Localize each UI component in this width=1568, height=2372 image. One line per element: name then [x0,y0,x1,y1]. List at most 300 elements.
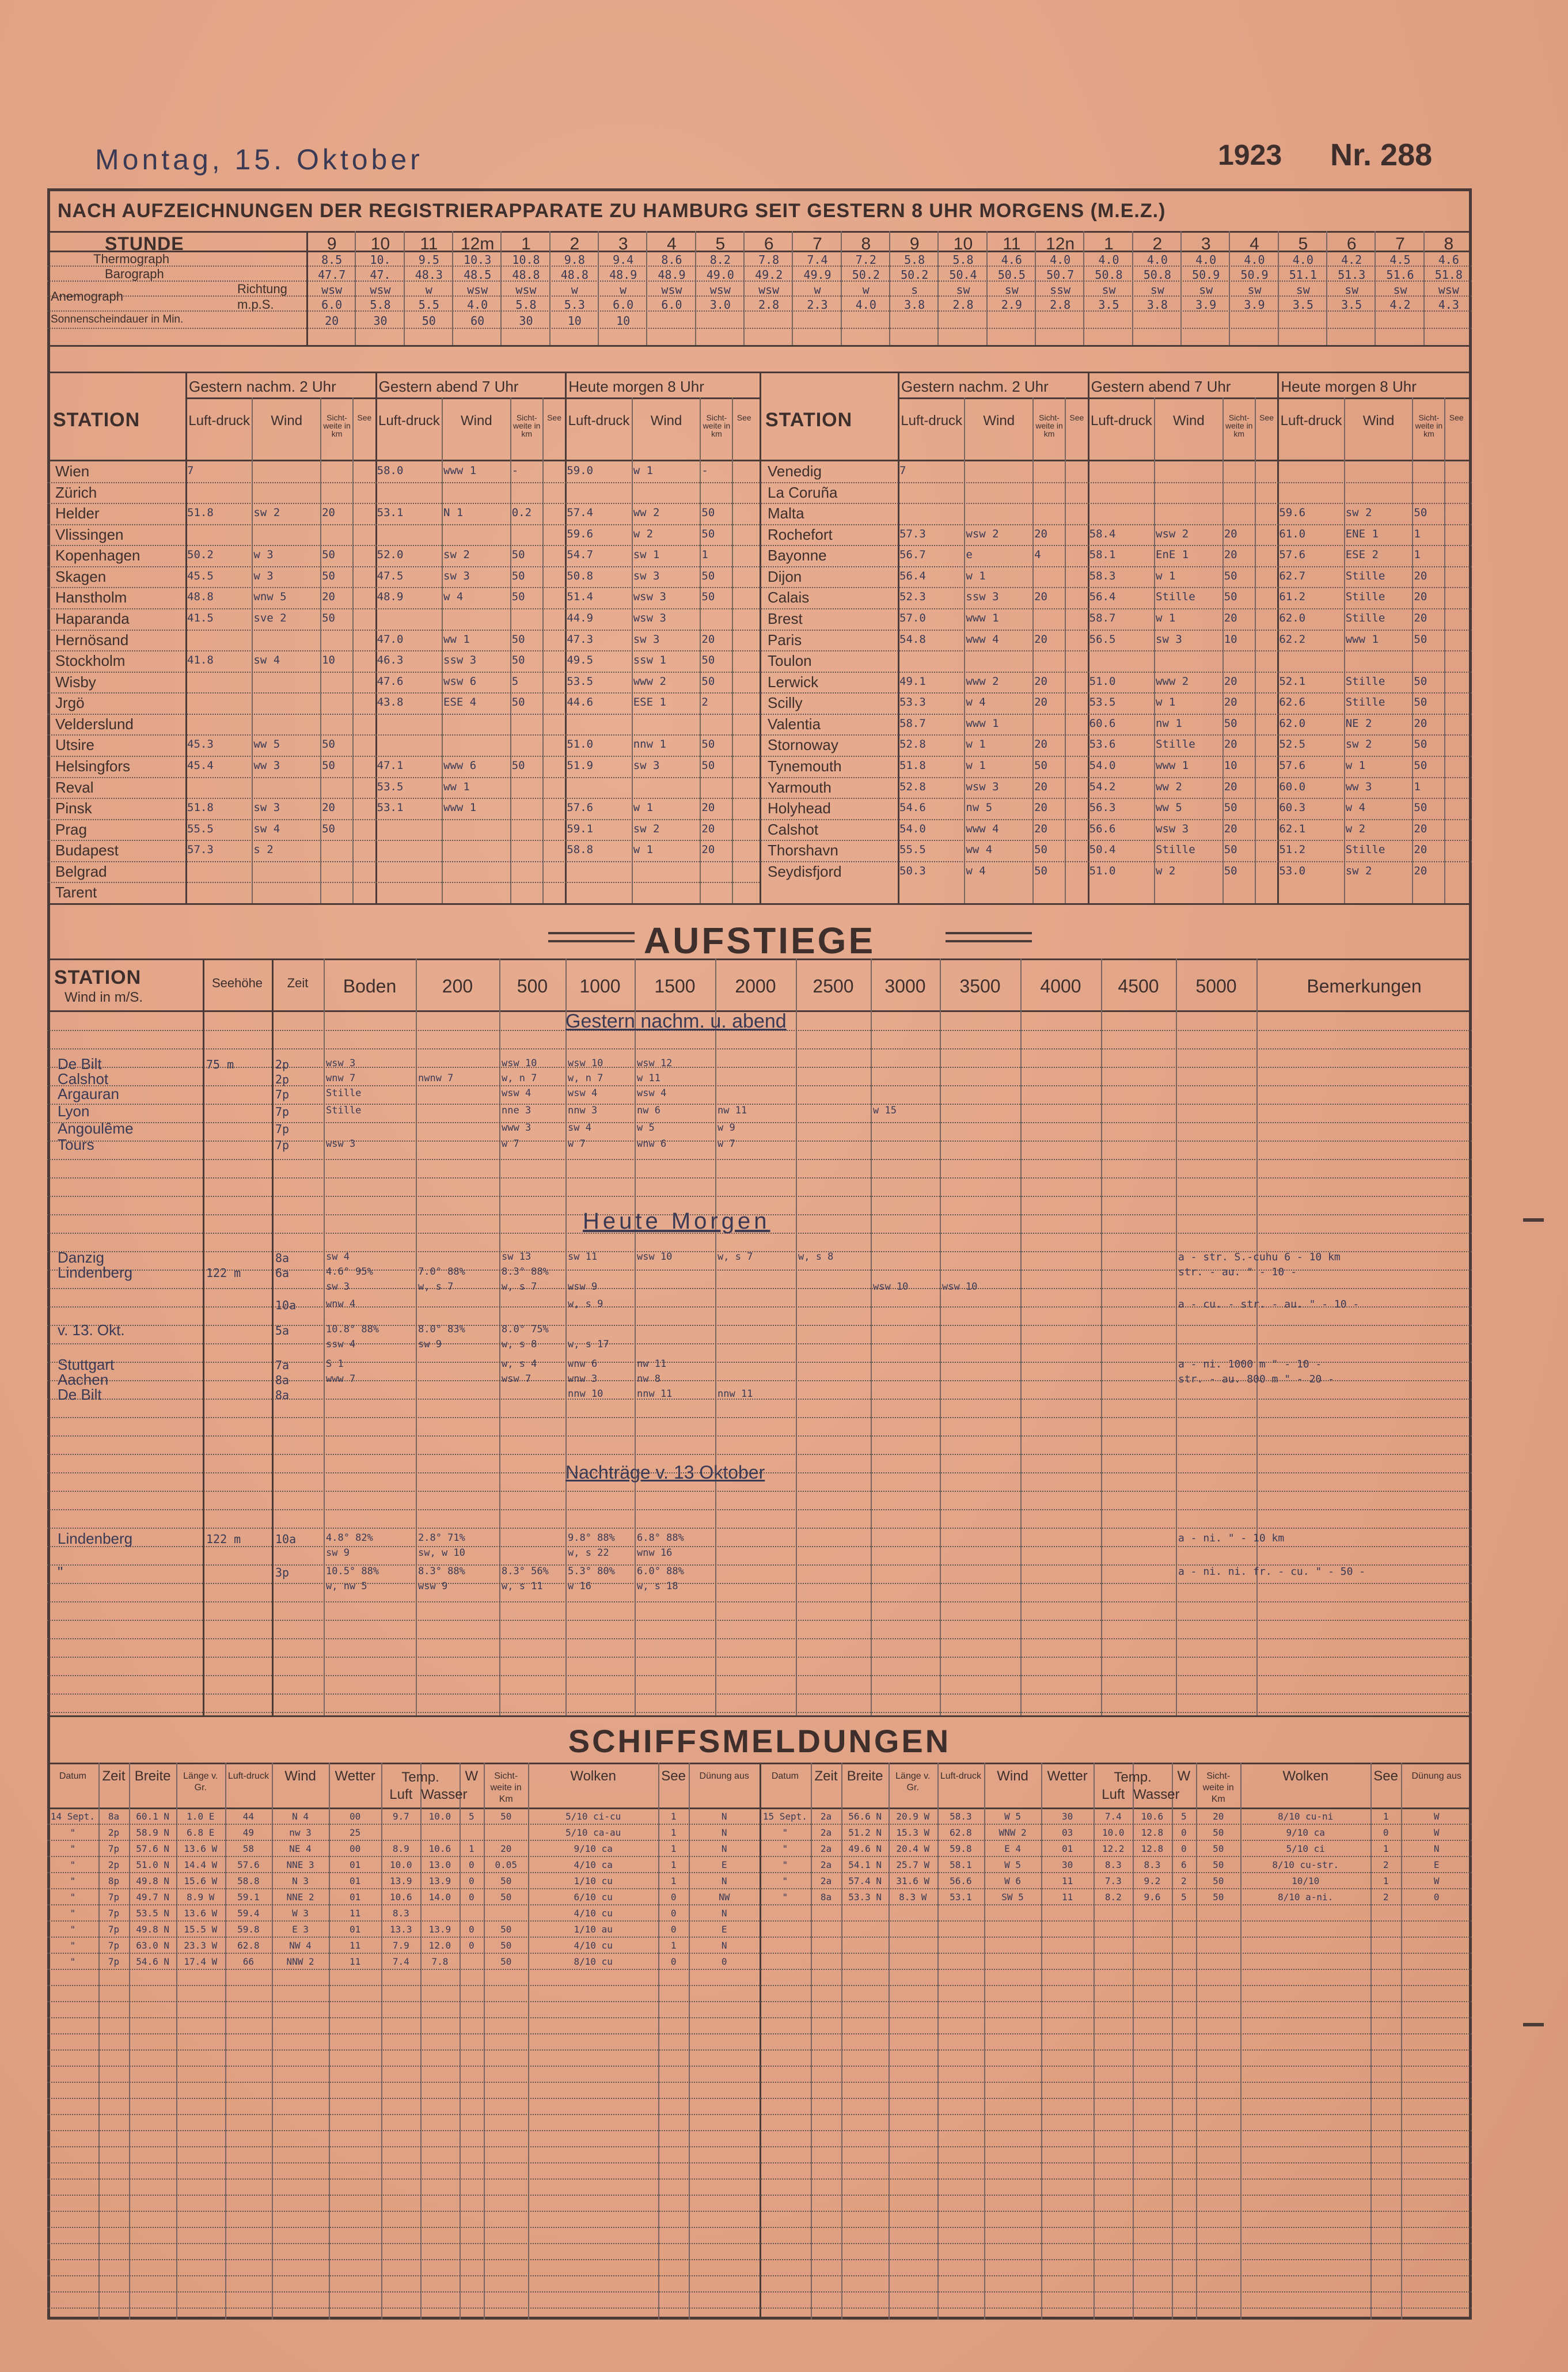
richtung-label: Richtung [237,282,287,296]
column-header: 4500 [1118,976,1159,996]
ship-value: E 3 [292,1924,309,1935]
grid-line [841,231,842,345]
grid-line [1035,231,1036,345]
column-header: 500 [517,976,548,996]
anemometer-value: 5.3 [564,298,585,312]
barograph-value: 50.8 [1095,268,1123,282]
synop-value: ssw 3 [443,654,477,667]
ascent-value: nw 6 [637,1105,660,1116]
grid-line [47,1693,1472,1695]
station-name: Tours [58,1136,94,1153]
synop-value: 20 [322,801,335,814]
grid-line [760,2066,1472,2067]
hour-cell: 9 [909,234,920,253]
title-ornament [548,932,635,942]
grid-line [760,587,1472,588]
synop-value: w 1 [633,801,654,814]
ship-value: N [721,1908,727,1919]
ship-value: W 6 [1004,1875,1021,1886]
ascent-value: nnw 3 [568,1105,598,1116]
group-title: Heute morgen 8 Uhr [1281,378,1417,395]
ascent-value: wsw 4 [568,1088,598,1099]
ship-value: 8a [820,1892,832,1903]
synop-value: 56.3 [1089,801,1116,814]
grid-line [47,1491,1472,1492]
grid-line [549,231,550,345]
synop-value: 60.6 [1089,717,1116,730]
column-header: 1500 [654,976,696,996]
synop-value: Stille [1345,612,1385,624]
grid-line [47,2114,760,2115]
synop-value: 53.3 [899,696,926,709]
grid-line [760,373,761,903]
column-header: See [1373,1768,1398,1784]
stunde-label: STUNDE [105,233,184,254]
synop-value: 10 [1224,759,1237,772]
group-title: Gestern nachm. 2 Uhr [189,378,336,395]
synop-value: 20 [1224,675,1237,688]
ascent-value: wsw 10 [502,1058,537,1069]
ship-value: 13.0 [428,1859,451,1870]
grid-line [47,1196,1472,1197]
synop-value: 50 [511,654,525,667]
ascent-value: wnw 16 [637,1547,673,1559]
station-name: Lerwick [768,673,819,691]
synop-value: 50 [322,569,335,582]
ship-value: 0 [670,1908,677,1919]
synop-value: 50 [701,738,715,751]
ascent-value: sw 3 [326,1281,350,1293]
ship-value: 13.9 [428,1875,451,1886]
ascent-value: w, s 8 [502,1339,537,1350]
station-header: STATION [54,967,142,988]
grid-line [47,2275,760,2276]
ascent-value: 2.8° 71% [418,1532,465,1544]
synop-value: www 1 [443,801,477,814]
synop-value: 50 [511,590,525,604]
station-name: Lyon [58,1102,90,1120]
synop-value: www 1 [966,717,999,730]
synop-value: w 1 [633,843,654,857]
synop-value: www 2 [966,675,999,688]
synop-value: 57.6 [1279,548,1306,562]
ascent-value: ssw 4 [326,1339,356,1350]
ascent-value: w, s 9 [568,1298,603,1310]
grid-line [47,1657,1472,1658]
grid-line [47,231,1472,233]
thermograph-value: 4.0 [1098,253,1119,267]
grid-line [47,1509,1472,1510]
ascent-value: 8.0° 83% [418,1324,465,1335]
grid-line [760,2098,1472,2099]
ship-value: N [721,1827,727,1838]
hour-cell: 10 [370,234,390,253]
ascent-value: w 11 [637,1073,660,1084]
synop-value: wsw 2 [1156,527,1189,540]
grid-line [47,1546,1472,1547]
grid-line [760,1969,1472,1970]
ascent-value: 4.8° 82% [326,1532,373,1544]
ship-value: 14.4 W [184,1859,218,1870]
ship-value: 0 [1181,1843,1187,1854]
grid-line [760,1904,1472,1905]
grid-line [760,460,1472,461]
ship-value: 11 [350,1956,361,1967]
grid-line [760,2211,1472,2212]
sub-label: Wind [650,413,682,429]
ship-value: 13.3 [390,1924,412,1935]
grid-line [47,2243,760,2244]
grid-line [1229,231,1230,345]
synop-value: w 1 [966,738,986,751]
synop-value: ssw 3 [966,590,999,604]
ship-value: 10.6 [1141,1811,1164,1822]
ship-value: 00 [350,1811,361,1822]
ship-value: E 4 [1004,1843,1021,1854]
synop-value: 20 [701,843,715,857]
synop-value: sw 3 [633,632,660,646]
barograph-value: 47.7 [318,268,346,282]
richtung-value: wsw [370,283,391,297]
synop-value: 50 [1034,759,1047,772]
ascent-value: wsw 10 [637,1251,673,1263]
ascent-value: sw, w 10 [418,1547,465,1559]
column-header: Zeit [287,976,309,990]
ship-value: 5 [1181,1892,1187,1903]
grid-line [47,734,760,736]
sub-label: See [736,413,751,422]
grid-line [47,1583,1472,1584]
station-name: Prag [55,820,87,838]
richtung-value: sw [1150,283,1164,297]
ship-value: 63.0 N [136,1940,170,1951]
synop-value: 54.2 [1089,780,1116,793]
grid-line [47,1824,760,1825]
grid-line [47,1638,1472,1639]
ship-value: 10.0 [428,1811,451,1822]
ship-value: 0 [1181,1827,1187,1838]
column-header: Luft [1102,1787,1125,1802]
grid-line [47,2066,760,2067]
synop-value: 60.0 [1279,780,1306,793]
ship-value: 8/10 cu [574,1956,613,1967]
barograph-value: 48.9 [609,268,637,282]
synop-value: sw 2 [1345,738,1372,751]
zeit-value: 2p [275,1073,290,1086]
ascent-value: sw 9 [326,1547,350,1559]
synop-value: 5 [511,675,519,688]
station-name: De Bilt [58,1055,102,1073]
ship-value: 03 [1062,1827,1073,1838]
grid-line [760,2082,1472,2083]
station-name: Tarent [55,884,97,901]
hour-cell: 3 [618,234,628,253]
grid-line [1132,231,1133,345]
column-header: Zeit [102,1768,126,1784]
column-header: 200 [442,976,473,996]
synop-value: w 1 [1156,569,1176,582]
group-title: Gestern abend 7 Uhr [1091,378,1231,395]
ascent-value: w 7 [717,1138,735,1150]
grid-line [47,524,760,525]
synop-value: 53.5 [567,675,594,688]
grid-line [47,1067,1472,1068]
station-name: v. 13. Okt. [58,1321,125,1339]
ship-value: 1 [469,1843,474,1854]
barograph-value: 49.2 [755,268,783,282]
station-name: Helsingfors [55,757,131,775]
grid-line [760,672,1472,673]
anemometer-value: 4.0 [467,298,488,312]
richtung-value: sw [1393,283,1407,297]
grid-line [937,231,939,345]
ascent-value: wsw 9 [568,1281,598,1293]
ship-value: 25.7 W [896,1859,930,1870]
grid-line [760,1937,1472,1938]
thermograph-value: 8.2 [709,253,731,267]
barograph-value: 48.3 [415,268,443,282]
ship-value: 1 [1383,1875,1389,1886]
grid-line [743,231,745,345]
remark-value: a - cu. - str. - au. " - 10 - [1178,1298,1360,1310]
ship-value: N [721,1843,727,1854]
grid-line [760,1872,1472,1873]
grid-line [760,566,1472,567]
synop-value: 45.4 [187,759,214,772]
ship-value: nw 3 [289,1827,312,1838]
synop-value: 53.5 [377,780,404,793]
column-header: Wasser [1133,1787,1180,1802]
synop-value: ww 4 [966,843,993,857]
ship-value: 20 [1213,1811,1224,1822]
synop-value: 54.0 [899,822,926,835]
station-name: Thorshavn [768,842,838,859]
column-header: Dünung aus [699,1771,749,1781]
ship-value: 9.6 [1144,1892,1161,1903]
ship-value: 8.3 [1144,1859,1161,1870]
synop-value: 59.0 [567,464,594,477]
grid-line [47,2162,760,2163]
wind-unit-label: Wind in m/S. [64,990,143,1005]
synop-value: w 4 [966,696,986,709]
synop-value: 50 [1224,864,1237,877]
grid-line [47,2098,760,2099]
grid-line [760,2243,1472,2244]
thermograph-value: 10. [370,253,391,267]
ship-value: 56.6 [950,1875,972,1886]
synop-value: 20 [1414,843,1427,857]
ship-value: 7p [108,1956,120,1967]
synop-value: sw 3 [1156,632,1182,646]
synop-value: 50 [1224,717,1237,730]
grid-line [47,2227,760,2228]
synop-value: sw 2 [1345,506,1372,520]
ship-value: 50 [500,1875,512,1886]
ship-value: N [721,1875,727,1886]
synop-value: www 1 [966,612,999,624]
synop-value: 53.5 [1089,696,1116,709]
station-name: Zürich [55,483,97,501]
ship-value: 0 [670,1956,677,1967]
ship-value: 2 [1383,1859,1389,1870]
grid-line [47,1601,1472,1602]
richtung-value: ssw [1050,283,1071,297]
ship-value: 7p [108,1908,120,1919]
column-header: W [1177,1768,1191,1784]
ship-value: 49.7 N [136,1892,170,1903]
ship-value: 12.8 [1141,1843,1164,1854]
synop-value: 56.4 [899,569,926,582]
grid-line [47,2307,760,2309]
ship-value: 11 [1062,1892,1073,1903]
zeit-value: 7p [275,1122,290,1136]
ascent-value: w, s 4 [502,1358,537,1370]
synop-value: 53.1 [377,801,404,814]
synop-value: 53.6 [1089,738,1116,751]
hour-cell: 6 [764,234,774,253]
thermograph-value: 9.8 [564,253,585,267]
ship-value: 57.6 N [136,1843,170,1854]
synop-value: 20 [1224,612,1237,624]
synop-value: 56.7 [899,548,926,562]
ship-value: N 4 [292,1811,309,1822]
barograph-value: 47. [370,268,391,282]
synop-value: w 1 [1345,759,1366,772]
grid-line [47,1712,1472,1713]
synop-value: 47.5 [377,569,404,582]
grid-line [47,819,760,820]
column-header: Luft [389,1787,413,1802]
column-header: Sicht-weite in Km [1202,1771,1234,1804]
synop-value: 51.8 [187,506,214,520]
hour-cell: 1 [521,234,531,253]
ascent-value: nnw 10 [568,1388,603,1400]
ship-value: NW 4 [289,1940,312,1951]
grid-line [1375,231,1376,345]
grid-line [760,630,1472,631]
sub-label: Sicht-weite in km [703,413,731,438]
richtung-value: sw [956,283,970,297]
grid-line [760,714,1472,715]
grid-line [760,2033,1472,2034]
grid-line [47,650,760,651]
ship-value: 57.6 [237,1859,260,1870]
sub-label: See [1069,413,1084,422]
grid-line [47,566,760,567]
ship-value: 15.5 W [184,1924,218,1935]
anemometer-value: 6.0 [661,298,682,312]
column-header: Datum [59,1771,86,1781]
station-header: STATION [53,409,141,431]
synop-value: 55.5 [899,843,926,857]
synop-value: 46.3 [377,654,404,667]
anemograph-label: Anemograph [51,289,123,304]
ship-value: W [1433,1875,1440,1886]
ship-value: 1 [670,1940,677,1951]
ascent-value: wnw 4 [326,1298,356,1310]
synop-value: 2 [701,696,708,709]
synop-value: 20 [701,801,715,814]
synop-value: 20 [1414,822,1427,835]
synop-value: - [511,464,519,477]
station-name: Yarmouth [768,778,832,796]
station-name: Dijon [768,567,802,585]
sub-label: Sicht-weite in km [1225,413,1253,438]
grid-line [598,231,599,345]
ship-value: 1.0 E [187,1811,215,1822]
station-name: Belgrad [55,862,107,880]
synop-value: sw 3 [253,801,280,814]
synop-value: 59.1 [567,822,594,835]
sub-label: Wind [271,413,303,429]
column-header: Seehöhe [211,976,263,990]
column-header: Dünung aus [1411,1771,1461,1781]
ship-value: 0 [1383,1827,1389,1838]
ship-value: 50 [500,1956,512,1967]
synop-value: wsw 3 [633,590,666,604]
synop-value: 20 [1034,527,1047,540]
synop-value: 50 [1414,738,1427,751]
zeit-value: 8a [275,1373,290,1387]
ascent-value: wnw 7 [326,1073,356,1084]
anemometer-value: 3.0 [709,298,731,312]
synop-value: 51.2 [1279,843,1306,857]
grid-line [760,2195,1472,2196]
grid-line [47,2082,760,2083]
ship-value: 58.1 [950,1859,972,1870]
ship-value: 2 [1181,1875,1187,1886]
punch-mark [1523,1218,1544,1222]
ship-value: 8.9 W [187,1892,215,1903]
ship-value: 5/10 ci-cu [565,1811,621,1822]
synop-value: 49.1 [899,675,926,688]
synop-value: 52.8 [899,738,926,751]
richtung-value: sw [1199,283,1213,297]
synop-value: 1 [1414,527,1421,540]
grid-line [47,798,760,799]
ship-value: 30 [1062,1811,1073,1822]
remark-value: str. - au. " - 10 - [1178,1266,1297,1278]
ship-value: 2p [108,1859,120,1870]
hour-cell: 10 [953,234,973,253]
ship-value: 49.8 N [136,1924,170,1935]
ship-value: 58.3 [950,1811,972,1822]
grid-line [47,2017,760,2018]
anemometer-value: 4.2 [1389,298,1411,312]
synop-value: 62.0 [1279,612,1306,624]
ship-value: 0 [469,1940,474,1951]
synop-value: 1 [701,548,708,562]
ascent-value: nne 3 [502,1105,531,1116]
thermograph-value: 7.4 [807,253,828,267]
synop-value: 50 [701,675,715,688]
anemometer-value: 6.0 [613,298,634,312]
synop-value: 20 [1034,822,1047,835]
synop-value: 48.8 [187,590,214,604]
ship-value: " [782,1892,788,1903]
thermograph-value: 7.8 [758,253,780,267]
ship-value: 0 [670,1892,677,1903]
grid-line [760,2307,1472,2309]
grid-line [760,692,1472,694]
richtung-value: w [620,283,627,297]
synop-value: 20 [1224,780,1237,793]
synop-value: Stille [1156,738,1195,751]
grid-line [1278,231,1279,345]
ascent-value: w 16 [568,1581,591,1592]
synop-value: 58.1 [1089,548,1116,562]
synop-value: sw 1 [633,548,660,562]
